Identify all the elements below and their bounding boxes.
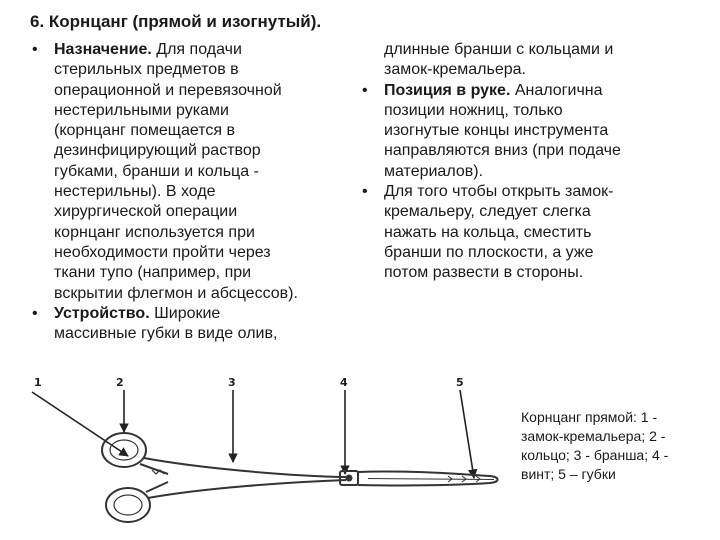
caption-line: кольцо; 3 - бранша; 4 - xyxy=(521,447,669,463)
purpose-line: (корнцанг помещается в xyxy=(54,122,235,140)
right-column xyxy=(360,40,700,284)
purpose-line: необходимости пройти через xyxy=(54,243,271,261)
position-line: позиции ножниц, только xyxy=(384,101,563,119)
purpose-line: нестерильны). В ходе xyxy=(54,183,216,201)
device-cont-line: длинные бранши с кольцами и xyxy=(384,41,614,58)
purpose-text-first: Для подачи xyxy=(151,41,242,58)
device-line: массивные губки в виде олив, xyxy=(54,325,278,343)
purpose-line: ткани тупо (например, при xyxy=(54,264,252,282)
callout-arrows xyxy=(32,390,474,478)
position-text-first: Аналогична xyxy=(510,81,603,99)
purpose-line: операционной и перевязочной xyxy=(54,81,282,99)
lower-ring xyxy=(106,488,150,522)
open-line: кремальеру, следует слегка xyxy=(384,203,591,221)
purpose-line: губками, бранши и кольца - xyxy=(54,162,259,180)
purpose-line: дезинфицирующий раствор xyxy=(54,142,261,160)
device-bullet xyxy=(30,304,375,324)
open-line: нажать на кольца, сместить xyxy=(384,223,592,241)
device-heading: Устройство. xyxy=(54,304,150,322)
figure-label-1: 1 xyxy=(34,376,42,389)
position-line: направляются вниз (при подаче xyxy=(384,142,621,160)
left-column xyxy=(30,40,375,344)
slide-title: 6. Корнцанг (прямой и изогнутый). xyxy=(30,12,322,31)
upper-shank xyxy=(144,458,346,477)
caption-line: Корнцанг прямой: 1 - xyxy=(521,409,658,425)
figure-label-2: 2 xyxy=(116,376,124,389)
arrow-1 xyxy=(32,392,128,456)
position-line: материалов). xyxy=(384,162,484,180)
position-heading: Позиция в руке. xyxy=(384,81,511,99)
figure-label-5: 5 xyxy=(456,376,464,389)
purpose-line: вскрытии флегмон и абсцессов). xyxy=(54,284,298,302)
caption-line: винт; 5 – губки xyxy=(521,466,616,482)
position-line: изогнутые концы инструмента xyxy=(384,122,609,140)
purpose-bullet xyxy=(30,40,375,60)
figure-label-3: 3 xyxy=(228,376,236,389)
open-line: потом развести в стороны. xyxy=(384,264,584,282)
figure-label-4: 4 xyxy=(340,376,348,389)
device-cont-line: замок-кремальера. xyxy=(384,61,526,79)
lower-shank xyxy=(148,480,346,498)
upper-ring xyxy=(102,433,146,467)
open-bullet: • Для того чтобы открыть замок- xyxy=(360,182,700,202)
forceps-drawing xyxy=(102,433,498,522)
device-text-first: Широкие xyxy=(149,304,221,322)
caption-line: замок-кремальера; 2 - xyxy=(521,428,666,444)
purpose-line: хирургической операции xyxy=(54,203,238,221)
arrow-5 xyxy=(460,390,474,478)
forceps-illustration xyxy=(28,370,518,535)
purpose-line: корнцанг используется при xyxy=(54,223,255,241)
ratchet-lock xyxy=(140,464,168,492)
position-bullet xyxy=(360,81,700,101)
purpose-line: нестерильными руками xyxy=(54,101,229,119)
open-line: бранши по плоскости, а уже xyxy=(384,243,594,261)
purpose-heading: Назначение. xyxy=(54,41,152,58)
figure-caption xyxy=(521,408,711,484)
purpose-line: стерильных предметов в xyxy=(54,61,239,79)
